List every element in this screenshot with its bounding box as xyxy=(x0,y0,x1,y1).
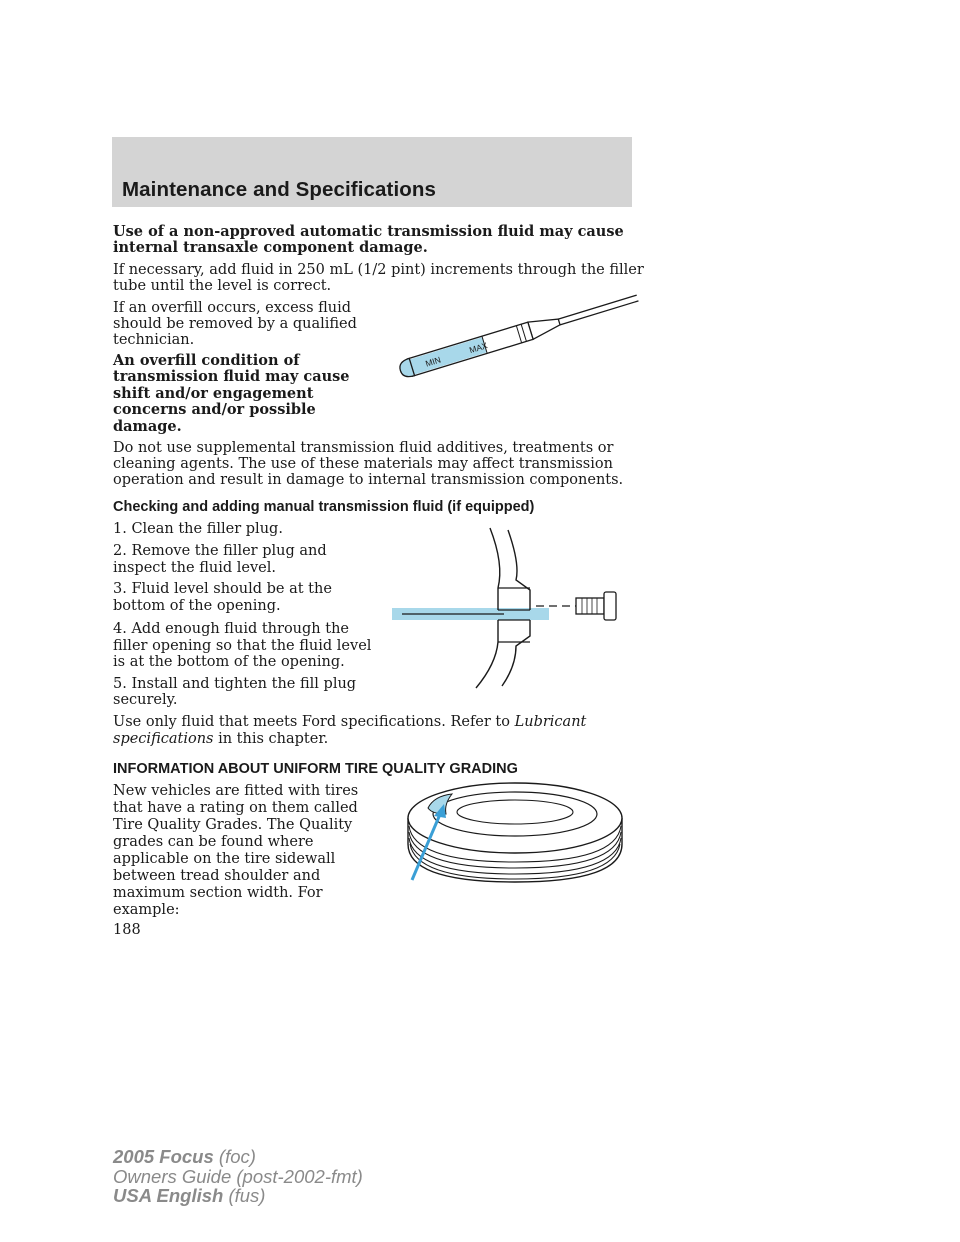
warning-line: concerns and/or possible xyxy=(113,401,316,418)
body-line: applicable on the tire sidewall xyxy=(113,851,336,867)
reference-text: in this chapter. xyxy=(213,731,329,747)
section-title: Maintenance and Specifications xyxy=(122,178,436,201)
body-line: If necessary, add fluid in 250 mL (1/2 pint) increments through the filler xyxy=(113,262,644,278)
step-line: securely. xyxy=(113,692,178,708)
step-line: inspect the fluid level. xyxy=(113,560,276,576)
body-line: between tread shoulder and xyxy=(113,868,321,884)
warning-line: Use of a non-approved automatic transmission fluid may cause xyxy=(113,223,624,240)
lubricant-specifications-reference: Lubricant xyxy=(514,714,587,730)
footer-line: Owners Guide (post-2002-fmt) xyxy=(113,1165,363,1187)
step-line: 4. Add enough fluid through the xyxy=(113,621,349,637)
footer-language: USA English xyxy=(113,1185,224,1206)
step-line: bottom of the opening. xyxy=(113,598,281,614)
warning-line: damage. xyxy=(113,418,182,435)
step-line: 5. Install and tighten the fill plug xyxy=(113,676,357,692)
body-line: tube until the level is correct. xyxy=(113,278,332,294)
body-line: New vehicles are fitted with tires xyxy=(113,783,359,799)
dipstick-min-label: MIN xyxy=(424,354,442,369)
filler-plug-illustration xyxy=(392,524,622,690)
footer-model-code: (foc) xyxy=(213,1146,256,1167)
page-number: 188 xyxy=(113,922,141,938)
body-line: Do not use supplemental transmission fluid additives, treatments or xyxy=(113,440,614,456)
reference-line xyxy=(113,714,586,731)
dipstick-max-label: MAX xyxy=(468,340,489,356)
warning-line: internal transaxle component damage. xyxy=(113,239,428,256)
step-line: 2. Remove the filler plug and xyxy=(113,543,327,559)
footer-language-code: (fus) xyxy=(223,1185,266,1206)
body-line: should be removed by a qualified xyxy=(113,316,357,332)
body-line: grades can be found where xyxy=(113,834,314,850)
step-line: 1. Clean the filler plug. xyxy=(113,521,283,537)
body-line: example: xyxy=(113,902,180,918)
warning-line: An overfill condition of xyxy=(113,352,300,369)
tire-illustration xyxy=(404,770,626,886)
footer-line xyxy=(113,1147,363,1167)
step-line: 3. Fluid level should be at the xyxy=(113,581,332,597)
body-line: maximum section width. For xyxy=(113,885,323,901)
reference-text: Use only fluid that meets Ford specifications. Refer to xyxy=(113,714,515,730)
body-line: cleaning agents. The use of these materials may affect transmission xyxy=(113,456,613,472)
body-line: technician. xyxy=(113,332,195,348)
body-line: operation and result in damage to internal transmission components. xyxy=(113,472,624,488)
body-line: that have a rating on them called xyxy=(113,800,358,816)
body-line: If an overfill occurs, excess fluid xyxy=(113,300,352,316)
tire-quality-heading: INFORMATION ABOUT UNIFORM TIRE QUALITY GRADING xyxy=(113,761,518,777)
footer-line xyxy=(113,1186,363,1206)
warning-line: shift and/or engagement xyxy=(113,385,314,402)
step-line: is at the bottom of the opening. xyxy=(113,654,345,670)
dipstick-illustration xyxy=(392,288,642,388)
lubricant-specifications-reference: specifications xyxy=(113,731,214,747)
body-line: Tire Quality Grades. The Quality xyxy=(113,817,353,833)
step-line: filler opening so that the fluid level xyxy=(113,638,372,654)
reference-line xyxy=(113,731,328,748)
document-footer xyxy=(113,1147,363,1206)
footer-model: 2005 Focus xyxy=(113,1146,214,1167)
manual-transmission-heading: Checking and adding manual transmission fluid (if equipped) xyxy=(113,499,535,515)
warning-line: transmission fluid may cause xyxy=(113,368,350,385)
